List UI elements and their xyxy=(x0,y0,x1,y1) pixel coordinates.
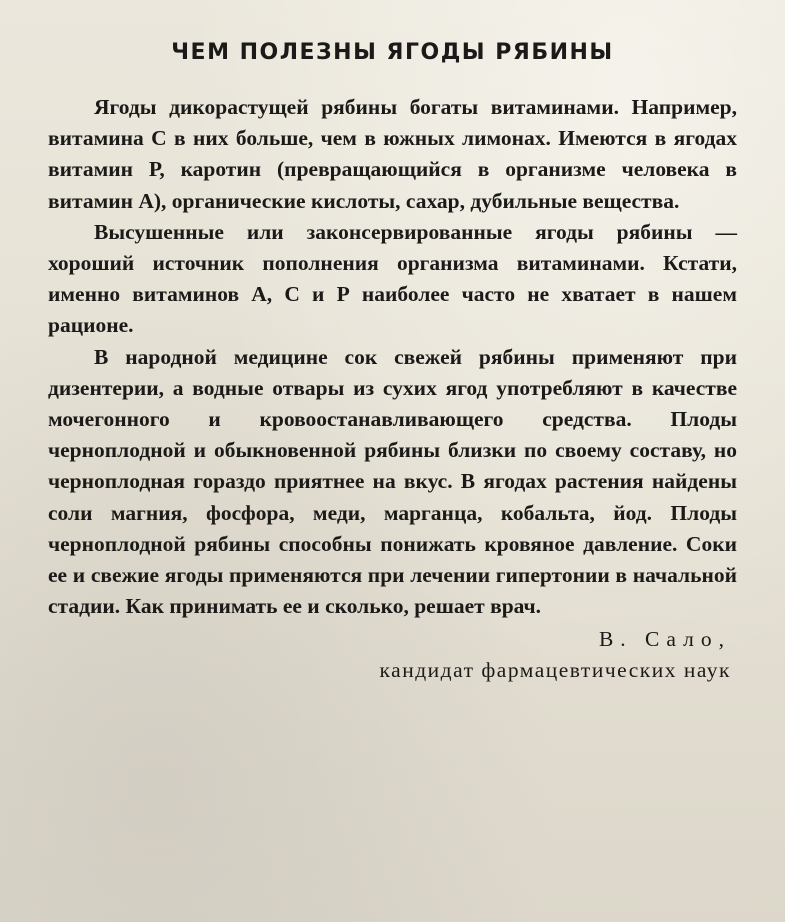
author-signature xyxy=(48,624,737,686)
author-name: В. Сало, xyxy=(598,627,731,652)
article-title: ЧЕМ ПОЛЕЗНЫ ЯГОДЫ РЯБИНЫ xyxy=(171,40,614,65)
article-paragraph-2: Высушенные или законсервированные ягоды рябины — хороший источник пополнения организма витаминами. Кстати, именно витаминов А, С и Р наиболее часто не хватает в нашем рационе. xyxy=(48,219,737,338)
article-paragraph-1: Ягоды дикорастущей рябины богаты витаминами. Например, витамина С в них больше, чем в южных лимонах. Имеются в ягодах витамин Р, каротин (превращающийся в организме человека в витамин А), органические кислоты, сахар, дубильные вещества. xyxy=(48,95,737,213)
article-body xyxy=(48,92,737,622)
article-paragraph-3: В народной медицине сок свежей рябины применяют при дизентерии, а водные отвары из сухих ягод употребляют в качестве мочегонного и кровоостанавливающего средства. Плоды черноплодной и обыкновенной рябины близки по своему составу, но черноплодная гораздо приятнее на вкус. В ягодах растения найдены соли магния, фосфора, меди, марганца, кобальта, йод. Плоды черноплодной рябины способны понижать кровяное давление. Соки ее и свежие ягоды применяются при лечении гипертонии в начальной стадии. Как принимать ее и сколько, решает врач. xyxy=(48,344,737,619)
author-title: кандидат фармацевтических наук xyxy=(379,658,731,683)
